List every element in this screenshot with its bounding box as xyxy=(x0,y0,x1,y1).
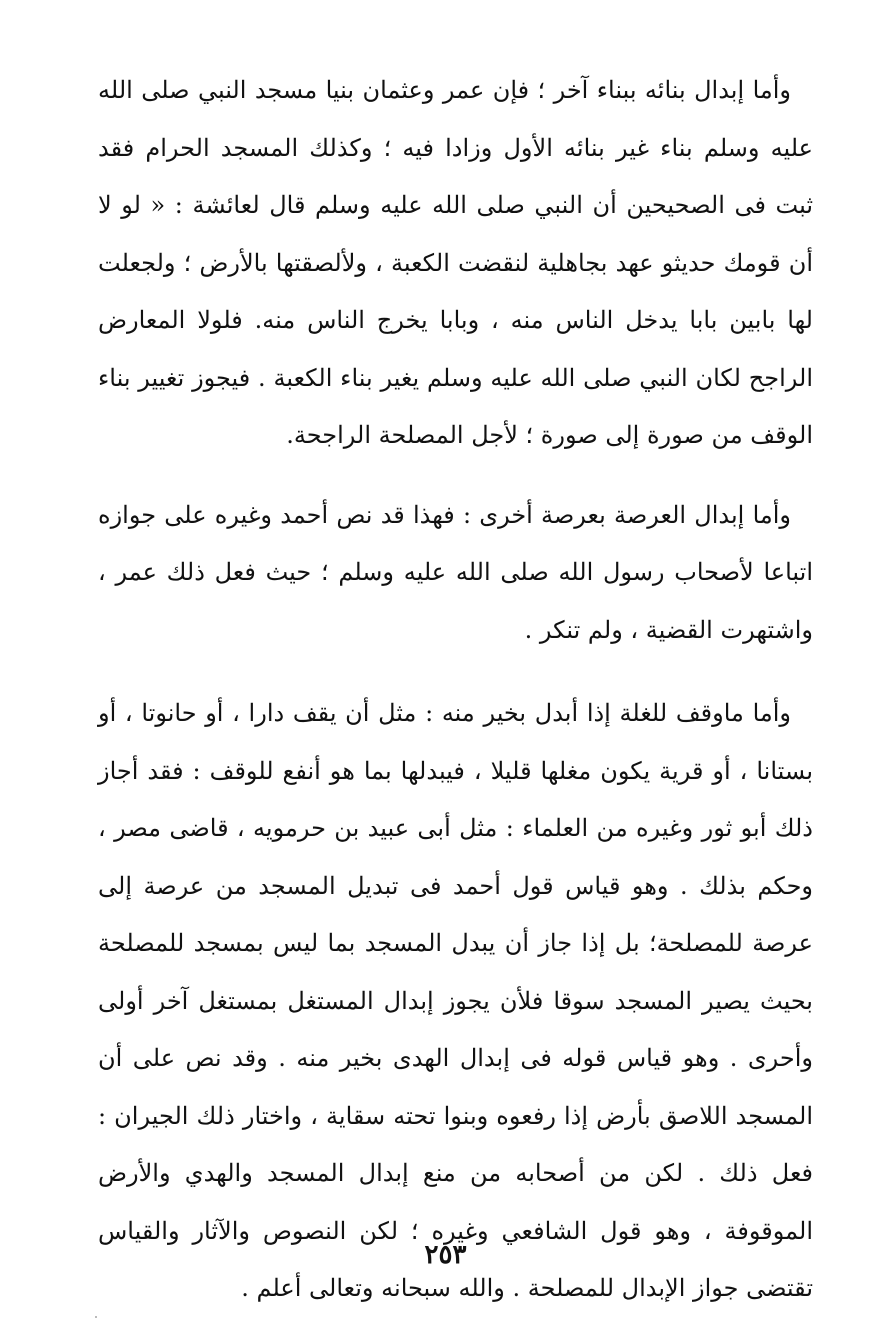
paragraph-3: وأما ماوقف للغلة إذا أبدل بخير منه : مثل أن يقف دارا ، أو حانوتا ، أو بستانا ، أو قرية يكون مغلها قليلا ، فيبدلها بما هو أنفع للوقف : فقد أجاز ذلك أبو ثور وغيره من العلماء : مثل أبى عبيد بن حرمويه ، قاضى مصر ، وحكم بذلك . وهو قياس قول أحمد فى تبديل المسجد من عرصة إلى عرصة للمصلحة؛ بل إذا جاز أن يبدل المسجد بما ليس بمسجد للمصلحة بحيث يصير المسجد سوقا فلأن يجوز إبدال المستغل بمستغل آخر أولى وأحرى . وهو قياس قوله فى إبدال الهدى بخير منه . وقد نص على أن المسجد اللاصق بأرض إذا رفعوه وبنوا تحته سقاية ، واختار ذلك الجيران : فعل ذلك . لكن من أصحابه من منع إبدال المسجد والهدي والأرض الموقوفة ، وهو قول الشافعي وغيره ؛ لكن النصوص والآثار والقياس تقتضى جواز الإبدال للمصلحة . والله سبحانه وتعالى أعلم . xyxy=(98,699,814,1302)
paragraph-1: وأما إبدال بنائه ببناء آخر ؛ فإن عمر وعثمان بنيا مسجد النبي صلى الله عليه وسلم بناء غير بنائه الأول وزادا فيه ؛ وكذلك المسجد الحرام فقد ثبت فى الصحيحين أن النبي صلى الله عليه وسلم قال لعائشة : « لو لا أن قومك حديثو عهد بجاهلية لنقضت الكعبة ، ولألصقتها بالأرض ؛ ولجعلت لها بابين بابا يدخل الناس منه ، وبابا يخرج الناس منه. فلولا المعارض الراجح لكان النبي صلى الله عليه وسلم يغير بناء الكعبة . فيجوز تغيير بناء الوقف من صورة إلى صورة ؛ لأجل المصلحة الراجحة. xyxy=(98,76,813,449)
page-number: ٢٥٣ xyxy=(424,1240,467,1270)
paragraph-2: وأما إبدال العرصة بعرصة أخرى : فهذا قد نص أحمد وغيره على جوازه اتباعا لأصحاب رسول الله صلى الله عليه وسلم ؛ حيث فعل ذلك عمر ، واشتهرت القضية ، ولم تنكر . xyxy=(98,500,813,644)
scan-speck xyxy=(95,1316,97,1318)
page-body xyxy=(98,62,814,1302)
